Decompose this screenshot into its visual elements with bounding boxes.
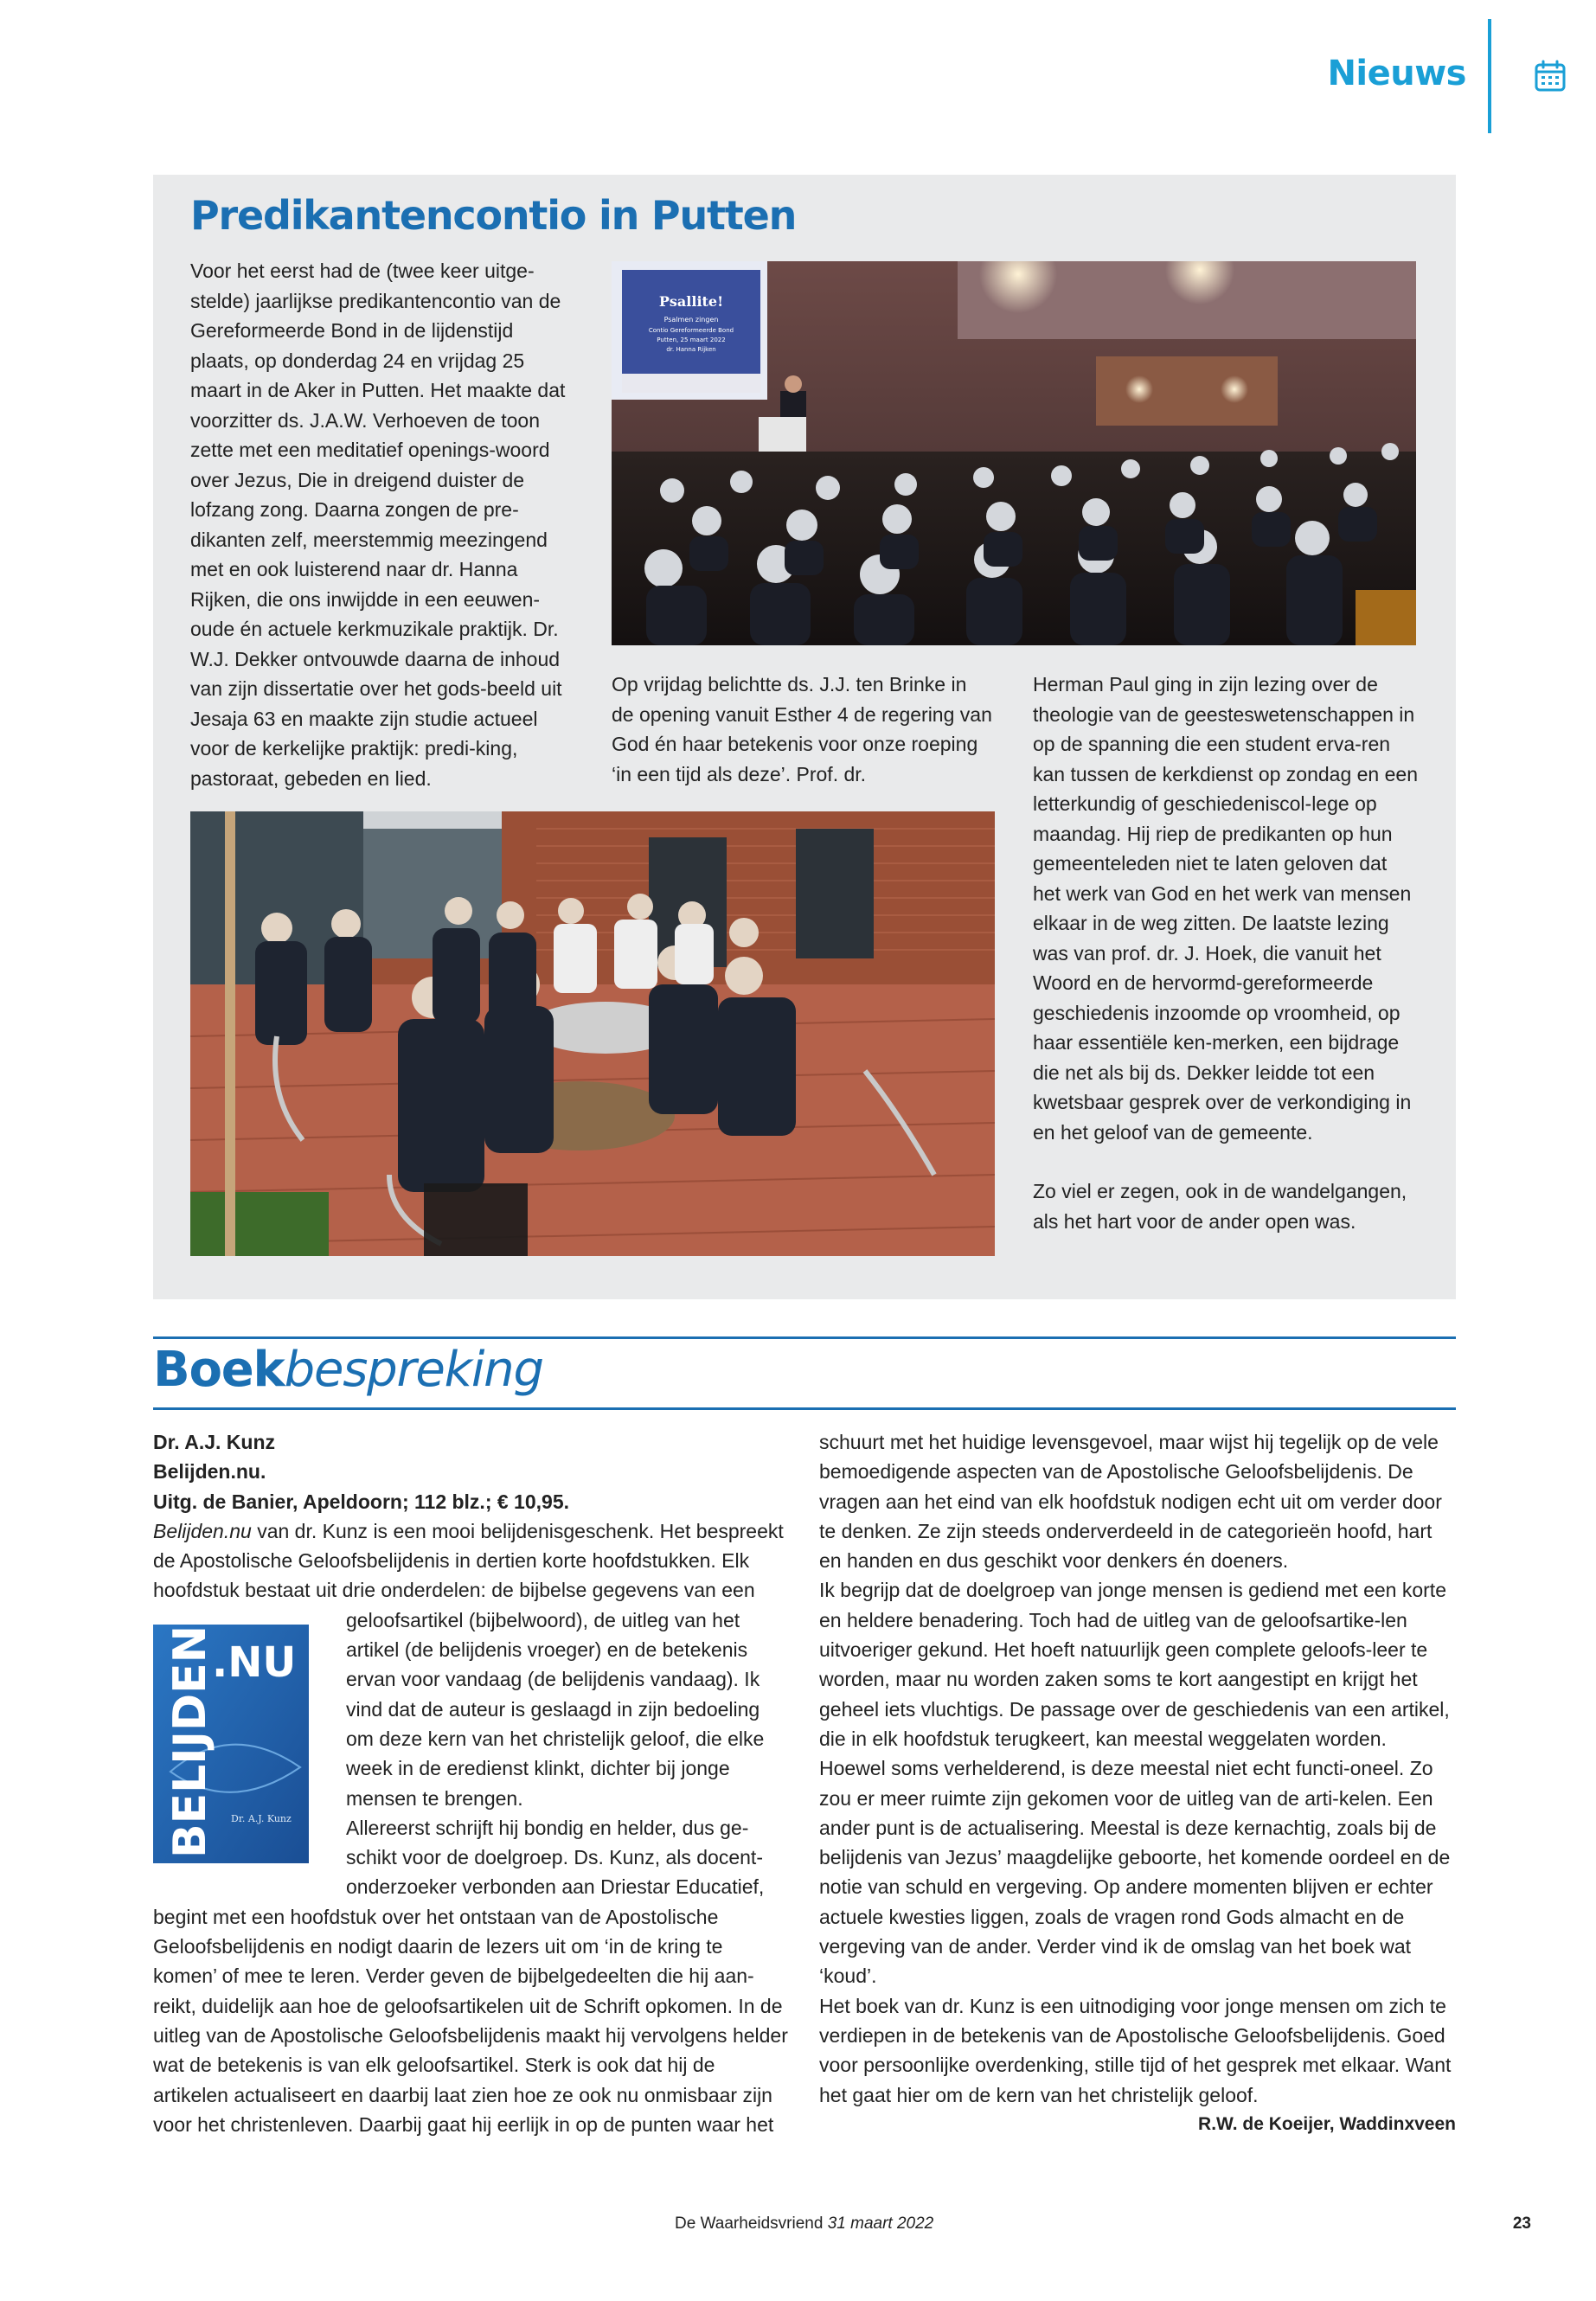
article-column-1 [190, 256, 571, 793]
review-paragraph: Allereerst schrijft hij bondig en helder, dus ge-schikt voor de doelgroep. Ds. Kunz, als docent-onderzoeker verbonden aan Driestar Educatief, [346, 1816, 765, 1899]
conference-hall-photo [612, 261, 1416, 645]
review-heading [153, 1342, 543, 1398]
review-intro-text: van dr. Kunz is een mooi belijdenisgeschenk. Het bespreekt de Apostolische Geloofsbelijdenis in dertien korte hoofdstukken. Elk hoofdstuk bestaat uit drie onderdelen: de bijbelse gegevens van een [153, 1519, 784, 1602]
slide-line: Contio Gereformeerde Bond [648, 327, 734, 334]
section-label: Nieuws [1327, 54, 1466, 93]
calendar-icon [1533, 59, 1567, 93]
book-publisher: Uitg. de Banier, Apeldoorn; 112 blz.; € 10,95. [153, 1490, 570, 1513]
page-footer [0, 2214, 1596, 2249]
cover-title: BELIJDEN [164, 1625, 216, 1858]
book-author: Dr. A.J. Kunz [153, 1431, 275, 1453]
page-header [0, 0, 1596, 138]
article-title: Predikantencontio in Putten [190, 192, 797, 239]
review-rule-top [153, 1336, 1456, 1339]
review-paragraph: schuurt met het huidige levensgevoel, maar wijst hij tegelijk op de vele bemoedigende aspecten van de Apostolische Geloofsbelijdenis. De vragen aan het eind van elk hoofdstuk nodigen echt uit om verder door te denken. Ze zijn steeds onderverdeeld in de categorieën hoofd, hart en handen en dus geschikt voor denkers én doeners. [819, 1431, 1442, 1573]
terrace-lunch-photo [190, 811, 995, 1256]
paragraph-gap [1033, 1147, 1418, 1176]
review-rule-bottom [153, 1407, 1456, 1410]
slide-line: Putten, 25 maart 2022 [657, 336, 726, 343]
article-column-2 [612, 670, 992, 789]
review-paragraph: Het boek van dr. Kunz is een uitnodiging voor jonge mensen om zich te verdiepen in de betekenis van de Apostolische Geloofsbelijdenis. Goed voor persoonlijke overdenking, stille tijd of het gesprek met elkaar. Want het gaat hier om de kern van het christelijk geloof. [819, 1994, 1452, 2106]
review-paragraph: geloofsartikel (bijbelwoord), de uitleg van het artikel (de belijdenis vroeger) en de betekenis ervan voor vandaag (de belijdenis vandaag). Ik vind dat de auteur is geslaagd in zijn bedoeling om deze kern van het christelijk geloof, die elke week in de eredienst klinkt, dichter bij jonge mensen te brengen. [346, 1608, 765, 1810]
header-divider [1488, 19, 1491, 133]
article-paragraph: Herman Paul ging in zijn lezing over de theologie van de geesteswetenschappen in op de spanning die een student erva-ren kan tussen de kerkdienst op zondag en een letterkundig of geschiedeniscol-lege op maandag. Hij riep de predikanten op hun gemeenteleden niet te laten geloven dat het werk van God en het werk van mensen elkaar in de weg zitten. De laatste lezing was van prof. dr. J. Hoek, die vanuit het Woord en de hervormd-gereformeerde geschiedenis inzoomde op vroomheid, op haar essentiële ken-merken, een bijdrage die net als bij ds. Dekker leidde tot een kwetsbaar gesprek over de verkondiging in en het geloof van de gemeente. [1033, 673, 1418, 1144]
article-column-3 [1033, 670, 1418, 1236]
review-heading-italic: bespreking [284, 1342, 543, 1398]
review-column-right [819, 1427, 1456, 2139]
review-signature: R.W. de Koeijer, Waddinxveen [1198, 2113, 1456, 2134]
cover-author: Dr. A.J. Kunz [231, 1813, 292, 1824]
article-paragraph: Zo viel er zegen, ook in de wandelgangen, als het hart voor de ander open was. [1033, 1180, 1407, 1233]
slide-line: Psalmen zingen [663, 316, 719, 324]
article-paragraph: Voor het eerst had de (twee keer uitge-stelde) jaarlijkse predikantencontio van de Gereformeerde Bond in de lijdenstijd plaats, op donderdag 24 en vrijdag 25 maart in de Aker in Putten. Het maakte dat voorzitter ds. J.A.W. Verhoeven de toon zette met een meditatief openings-woord over Jezus, Die in dreigend duister de lofzang zong. Daarna zongen de pre-dikanten zelf, meerstemmig meezingend met en ook luisterend naar dr. Hanna Rijken, die ons inwijdde in een eeuwen-oude én actuele kerkmuzikale praktijk. Dr. W.J. Dekker ontvouwde daarna de inhoud van zijn dissertatie over het gods-beeld uit Jesaja 63 en maakte zijn studie actueel voor de kerkelijke praktijk: predi-king, pastoraat, gebeden en lied. [190, 260, 566, 790]
footer-publication [675, 2214, 933, 2234]
review-heading-bold: Boek [153, 1342, 285, 1398]
book-cover [153, 1625, 309, 1863]
review-intro [153, 1516, 789, 1606]
magazine-name: De Waarheidsvriend [675, 2214, 824, 2233]
review-paragraph: begint met een hoofdstuk over het ontstaan van de Apostolische Geloofsbelijdenis en nodigt daarin de lezers uit om ‘in de kring te komen’ of mee te leren. Verder geven de bijbelgedeelten die hij aan-reikt, duidelijk aan hoe de geloofsartikelen uit de Schrift opkomen. In de uitleg van de Apostolische Geloofsbelijdenis maakt hij vervolgens helder wat de betekenis is van elk geloofsartikel. Sterk is ook dat hij de artikelen actualiseert en daarbij laat zien hoe ze ook nu onmisbaar zijn voor het christenleven. Daarbij gaat hij eerlijk in op de punten waar het [153, 1905, 788, 2136]
slide-line: dr. Hanna Rijken [666, 346, 716, 353]
article-paragraph: Op vrijdag belichtte ds. J.J. ten Brinke in de opening vanuit Esther 4 de regering van God én haar betekenis voor onze roeping ‘in een tijd als deze’. Prof. dr. [612, 673, 992, 785]
book-title: Belijden.nu. [153, 1460, 266, 1484]
review-intro-title: Belijden.nu [153, 1519, 252, 1542]
issue-date: 31 maart 2022 [827, 2214, 934, 2233]
cover-suffix: .NU [212, 1638, 297, 1687]
page-number: 23 [1512, 2214, 1531, 2233]
review-paragraph: Ik begrijp dat de doelgroep van jonge mensen is gediend met een korte en heldere benadering. Toch had de uitleg van de geloofsartike-len uitvoeriger gekund. Het hoeft natuurlijk geen complete geloofs-leer te worden, maar nu worden zaken soms te kort aangestipt en krijgt het geheel iets vluchtigs. De passage over de geschiedenis van een artikel, die in elk hoofdstuk terugkeert, kan meestal weggelaten worden. Hoewel soms verhelderend, is deze meestal niet echt functi-oneel. Zo zou er meer ruimte zijn gekomen voor de uitleg van de arti-kelen. Een ander punt is de actualisering. Meestal is deze kernachtig, zoals bij de belijdenis van Jezus’ maagdelijke geboorte, het komende oordeel en de notie van schuld en vergeving. Op andere momenten blijven er echter actuele kwesties liggen, zoals de vragen rond Gods almacht en de vergeving van de ander. Verder vind ik de omslag van het boek wat ‘koud’. [819, 1579, 1451, 1988]
slide-title: Psallite! [658, 293, 724, 310]
